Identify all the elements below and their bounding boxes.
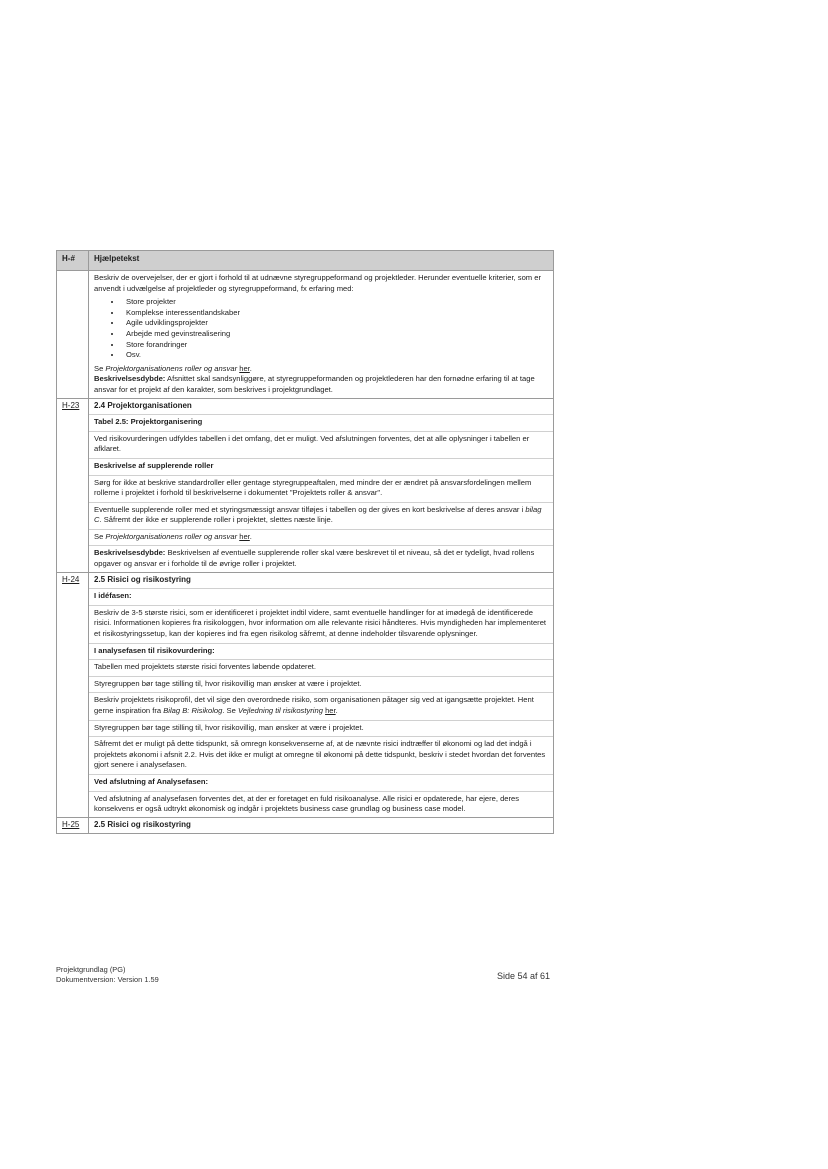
see-prefix: Se xyxy=(94,363,106,373)
help-cell xyxy=(89,398,554,572)
footer-document-info xyxy=(56,965,159,985)
depth-text: Afsnittet skal sandsynliggøre, at styregruppeformanden og projektlederen har den fornødne erfaring til at tage ansvar for et projekt af den karakter, som beskrives i projektgrundlaget. xyxy=(94,374,535,394)
her-link[interactable]: her xyxy=(239,363,250,373)
subsection xyxy=(89,529,553,543)
row-id-link[interactable]: H-24 xyxy=(62,574,80,584)
row-id-empty xyxy=(57,271,89,399)
row-id xyxy=(57,817,89,834)
subsection xyxy=(89,720,553,734)
subsection xyxy=(89,545,553,569)
doc-reference: Projektorganisationens roller og ansvar xyxy=(105,363,238,373)
see-reference: Se Projektorganisationens roller og ansvar her. xyxy=(94,363,252,373)
list-item: • Store forandringer xyxy=(122,340,549,351)
list-item: • Agile udviklingsprojekter xyxy=(122,318,549,329)
row-id xyxy=(57,572,89,817)
paragraph: Ved afslutning af analysefasen forventes det, at der er foretaget en fuld risikoanalyse. Alle risici er opdaterede, har ejere, deres konsekvens er også udtrykt økonomisk og indgår i projektets business case grundlag og business case model. xyxy=(94,793,520,814)
depth-label: Beskrivelsesdybde: xyxy=(94,548,166,558)
subsection xyxy=(89,605,553,640)
table-header-row xyxy=(57,251,554,271)
section-title: 2.5 Risici og risikostyring xyxy=(94,819,191,829)
paragraph xyxy=(94,695,549,716)
subsection xyxy=(89,502,553,526)
bilag-reference: bilag C xyxy=(94,504,542,525)
list-item: • Osv. xyxy=(122,350,549,361)
see-prefix: Se xyxy=(94,531,106,541)
subsection-title: I idéfasen: xyxy=(94,591,132,601)
paragraph: Sørg for ikke at beskrive standardroller eller gentage styregruppeaftalen, med mindre der er ændret på ansvarsfordelingen mellem rollerne i projektet i forhold til beskrivelserne i dokumentet "Projektets roller & ansvar". xyxy=(94,477,532,498)
text: . Se xyxy=(222,706,238,715)
subsection-title: I analysefasen til risikovurdering: xyxy=(94,645,215,655)
row-id xyxy=(57,398,89,572)
list-item: • Arbejde med gevinstrealisering xyxy=(122,329,549,340)
doc-reference: Projektorganisationens roller og ansvar xyxy=(105,531,238,541)
help-cell xyxy=(89,572,554,817)
paragraph: Beskriv de 3-5 største risici, som er identificeret i projektet indtil videre, samt eventuelle handlinger for at imødegå de identificerede risici. Informationen kopieres fra risikologgen, hvor information om alle relevante risici håndteres. Hvis myndigheden har implementeret et risikostyringssetup, kan der kopieres ind fra egen risikolog såfremt, at denne indeholder tilsvarende oplysninger. xyxy=(94,607,547,639)
subsection xyxy=(89,791,553,815)
paragraph: Styregruppen bør tage stilling til, hvor risikovillig, man ønsker at være i projektet. xyxy=(94,722,364,732)
table-row xyxy=(57,817,554,834)
subsection xyxy=(89,676,553,690)
table-row xyxy=(57,398,554,572)
see-reference: Se Projektorganisationens roller og ansvar her. xyxy=(94,531,252,541)
subsection xyxy=(89,692,553,716)
table-title: Tabel 2.5: Projektorganisering xyxy=(94,417,203,427)
header-id: H-# xyxy=(57,251,89,271)
subsection xyxy=(89,588,553,602)
list-item: • Store projekter xyxy=(122,297,549,308)
paragraph: Såfremt det er muligt på dette tidspunkt, så omregn konsekvenserne af, at de nævnte risici indtræffer til økonomi og lad det indgå i projektets økonomi i afsnit 2.2. Hvis det ikke er muligt at omregne til økonomi på dette tidspunkt, beskriv i stedet hvordan det forventes gjort senere i analysefasen. xyxy=(94,739,546,770)
subsection xyxy=(89,431,553,455)
table-row xyxy=(57,271,554,399)
row-id-link[interactable]: H-25 xyxy=(62,819,80,829)
text: Eventuelle supplerende roller med et styringsmæssigt ansvar tilføjes i tabellen og der gives en kort beskrivelse af deres ansvar i xyxy=(94,504,526,514)
paragraph: Ved risikovurderingen udfyldes tabellen i det omfang, det er muligt. Ved afslutningen forventes, det at alle oplysninger i tabellen er afklaret. xyxy=(94,433,530,454)
subsection xyxy=(89,643,553,657)
bilag-reference: Bilag B: Risikolog xyxy=(163,706,223,715)
subsection-title: Beskrivelse af supplerende roller xyxy=(94,460,214,470)
subsection xyxy=(89,475,553,499)
her-link[interactable]: her xyxy=(325,706,336,715)
footer-version: Dokumentversion: Version 1.59 xyxy=(56,975,159,984)
subsection xyxy=(89,458,553,472)
experience-list xyxy=(94,297,549,361)
subsection-title: Ved afslutning af Analysefasen: xyxy=(94,776,209,786)
text: . xyxy=(335,706,338,715)
help-cell xyxy=(89,271,554,399)
footer-page-number: Side 54 af 61 xyxy=(497,971,551,981)
subsection xyxy=(89,736,553,771)
text: . Såfremt der ikke er supplerende roller i projektet, slettes næste linje. xyxy=(99,515,333,525)
paragraph xyxy=(94,505,549,526)
paragraph: Beskriv de overvejelser, der er gjort i forhold til at udnævne styregruppeformand og projektleder. Herunder eventuelle kriterier, som er anvendt i udvælgelse af projektleder og styregruppeformand, fx erfaring med: xyxy=(94,273,541,293)
subsection xyxy=(89,774,553,788)
depth-paragraph xyxy=(94,374,549,395)
section-title: 2.5 Risici og risikostyring xyxy=(94,574,191,584)
paragraph: Tabellen med projektets største risici forventes løbende opdateret. xyxy=(94,662,317,672)
row-id-link[interactable]: H-23 xyxy=(62,400,80,410)
section-title: 2.4 Projektorganisationen xyxy=(94,400,192,410)
guide-reference: Vejledning til risikostyring xyxy=(237,706,323,715)
list-item: • Komplekse interessentlandskaber xyxy=(122,308,549,319)
paragraph: Styregruppen bør tage stilling til, hvor risikovillig man ønsker at være i projektet. xyxy=(94,678,362,688)
footer-doc-name: Projektgrundlag (PG) xyxy=(56,965,126,974)
text: Beskriv projektets risikoprofil, det vil sige den overordnede risiko, som organisationen påtager sig ved at igangsætte projektet. Hent gerne inspiration fra xyxy=(94,695,534,715)
depth-paragraph xyxy=(94,548,549,569)
her-link[interactable]: her xyxy=(239,531,250,541)
depth-text: Beskrivelsen af eventuelle supplerende roller skal være beskrevet til et niveau, så det er tydeligt, hvad rollens opgaver og ansvar er i forholde til de øvrige roller i projektet. xyxy=(94,548,535,569)
help-cell xyxy=(89,817,554,834)
subsection xyxy=(89,414,553,428)
depth-label: Beskrivelsesdybde: xyxy=(94,374,166,384)
table-row xyxy=(57,572,554,817)
header-help-text: Hjælpetekst xyxy=(89,251,554,271)
subsection xyxy=(89,659,553,673)
help-text-table xyxy=(56,250,554,834)
